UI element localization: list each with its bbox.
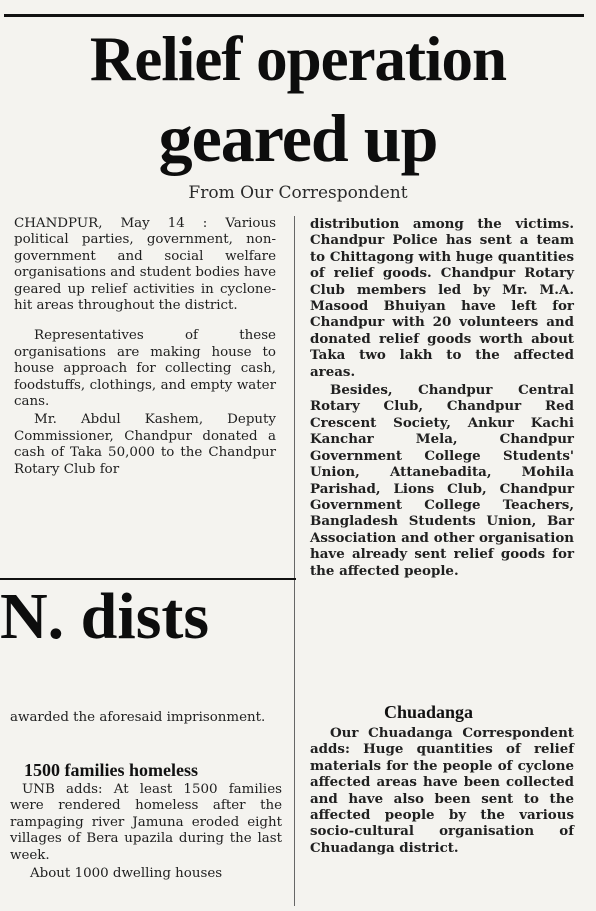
chuadanga-subhead: Chuadanga (384, 702, 474, 722)
left-paragraph-3: Mr. Abdul Kashem, Deputy Commissioner, Chandpur donated a cash of Taka 50,000 to the Chandpur Rotary Club for (14, 412, 276, 477)
left-paragraph-1: CHANDPUR, May 14 : Various political parties, government, non-government and social welfare organisations and student bodies have geared up relief activities in cyclone-hit areas throughout the district. (14, 216, 276, 314)
top-rule (4, 14, 584, 17)
chuadanga-paragraph: Our Chuadanga Correspondent adds: Huge quantities of relief materials for the people of cyclone affected areas have been collected and have also been sent to the affected people by the various socio-cultural organisation of Chuadanga district. (310, 725, 574, 856)
second-story-paragraph-2: About 1000 dwelling houses (30, 866, 223, 882)
families-homeless-subhead: 1500 families homeless (24, 760, 198, 780)
second-story-headline: N. dists (0, 580, 210, 653)
column-divider (294, 216, 295, 906)
right-column (310, 216, 574, 579)
chuadanga-column (310, 725, 574, 856)
second-story-paragraph-1: UNB adds: At least 1500 families were rendered homeless after the rampaging river Jamuna eroded eight villages of Bera upazila during the last week. (10, 782, 282, 863)
continuation-text: awarded the aforesaid imprisonment. (10, 710, 266, 725)
byline: From Our Correspondent (188, 183, 408, 203)
second-story-body (10, 782, 282, 882)
right-paragraph-2: Besides, Chandpur Central Rotary Club, Chandpur Red Crescent Society, Ankur Kachi Kanchar Mela, Chandpur Government College Students' Union, Attanebadita, Mohila Parishad, Lions Club, Chandpur Government College Teachers, Bangladesh Students Union, Bar Association and other organisation have already sent relief goods for the affected people. (310, 382, 574, 579)
headline-line-2: geared up (158, 100, 438, 176)
left-paragraph-2: Representatives of these organisations are making house to house approach for collecting cash, foodstuffs, clothings, and empty water cans. (14, 328, 276, 410)
left-column (14, 216, 276, 478)
second-story-continuation (10, 710, 282, 726)
headline-line-1: Relief operation (89, 24, 507, 94)
right-paragraph-1: distribution among the victims. Chandpur Police has sent a team to Chittagong with huge quantities of relief goods. Chandpur Rotary Club members led by Mr. M.A. Masood Bhuiyan have left for Chandpur with 20 volunteers and donated relief goods worth about Taka two lakh to the affected areas. (310, 216, 574, 380)
